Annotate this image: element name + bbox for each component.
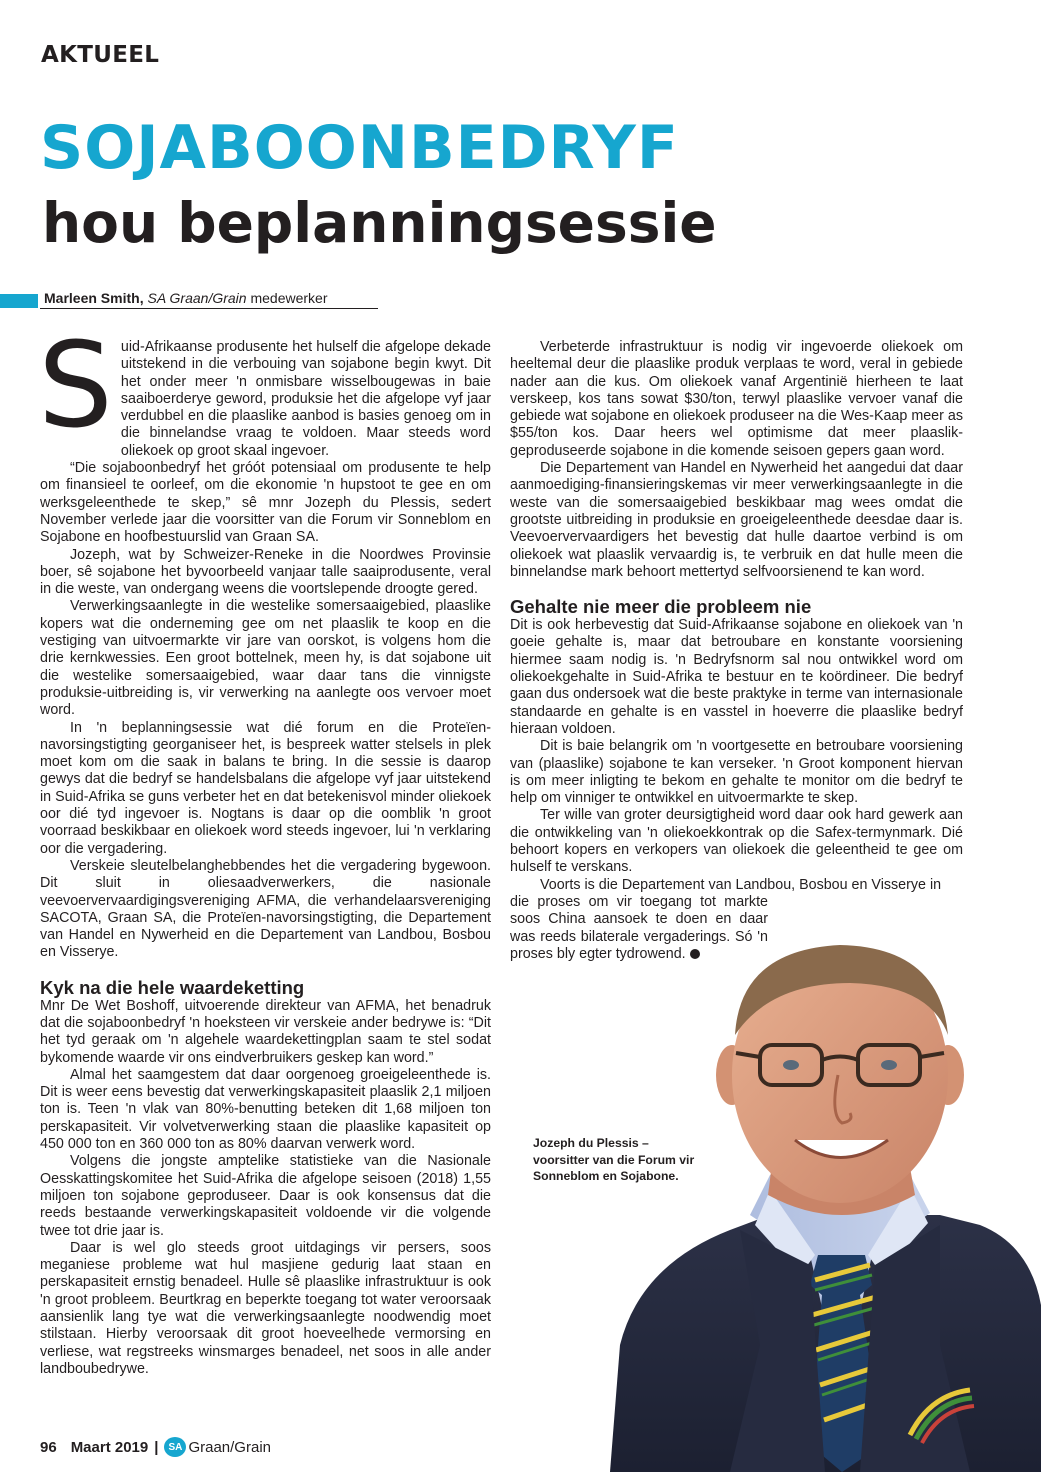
footer-separator: | [154, 1438, 159, 1456]
sa-logo-icon: SA [164, 1437, 186, 1457]
article-column-left [38, 316, 491, 1378]
photo-caption: Jozeph du Plessis – voorsitter van die Forum vir Sonneblom en Sojabone. [533, 1136, 695, 1183]
byline-rule [40, 308, 378, 309]
article-paragraph: Ter wille van groter deursigtigheid word daar ook hard gewerk aan die ontwikkeling van 'n oliekoekkontrak op die Safex-termynmark. Dié behoort kopers en verkopers van oliekoek die geleentheid te gee om hulself te verskans. [510, 807, 963, 876]
byline [44, 290, 328, 306]
article-paragraph: Almal het saamgestem dat daar oorgenoeg groeigeleenthede is. Dit is weer eens bevestig dat verwerkingskapasiteit plaaslik 2,1 miljoen ton is. Teen 'n vlak van 80%-benutting beteken dit 1,68 miljoen ton perskapasiteit. Vir volvetverwerking staan die plaaslike kapasiteit op 450 000 ton en 360 000 ton as 80% daarvan verwerk word. [40, 1066, 491, 1153]
article-paragraph: Dit is baie belangrik om 'n voortgesette en betroubare voorsiening van (plaaslike) sojabone te kan verseker. 'n Groot komponent hiervan is om meer inligting te bekom en gehalte te monitor om die bedryf te help om vinniger te ontwikkel en uitvoermarkte te skep. [510, 738, 963, 807]
article-paragraph: Verbeterde infrastruktuur is nodig vir ingevoerde oliekoek om heeltemal deur die plaaslike produk verplaas te word, veral in gebiede nader aan die kus. Om oliekoek vanaf Argentinië hierheen te laat verskeep, kos tans sowat $30/ton, terwyl plaaslike vervoer vanaf die gebiede wat sojabone en oliekoek produseer na die Wes-Kaap meer as $55/ton kos. Daar heers wel optimisme dat meer plaaslik-geproduseerde sojabone in die komende seisoen gepers gaan word. [510, 339, 963, 459]
article-paragraph: Voorts is die Departement van Landbou, Bosbou en Visserye in [540, 876, 942, 893]
article-paragraph: Verskeie sleutelbelanghebbendes het die vergadering bygewoon. Dit sluit in oliesaadverwerkers, die nasionale veevoervervaardigingsvereniging AFMA, die verhandelaarsvereniging SACOTA, Graan SA, die Proteïen-navorsingstigting, die Departement van Handel en Nywerheid en die Departement van Landbou, Bosbou en Visserye. [40, 857, 491, 961]
article-paragraph: Die Departement van Handel en Nywerheid het aangedui dat daar aanmoediging-finansieringskemas vir meer verwerkingsaanlegte in die weste van die somersaaigebied beskikbaar mag wees omdat die grootste uitbreiding in produksie en groeigeleenthede deesdae daar is. Veevoervervaardigers het bevestig dat hulle daartoe verbind is om oliekoek wat plaaslik vervaardig is, te verbruik en dat hulle meen die binnelandse mark behoort mettertyd selfvoorsienend te kan word. [510, 460, 963, 580]
drop-cap: S [38, 316, 113, 454]
page-footer [40, 1437, 271, 1457]
byline-accent-bar [0, 294, 38, 308]
headline-secondary: hou beplanningsessie [42, 191, 717, 255]
article-column-right [510, 339, 963, 963]
article-paragraph-end: die proses om vir toegang tot markte soos China aansoek te doen en daar was reeds bilaterale vergaderings. Só 'n proses bly egter tydrowend. [510, 893, 768, 962]
subheading-quality: Gehalte nie meer die probleem nie [510, 596, 812, 618]
issue-date: Maart 2019 [70, 1438, 149, 1456]
byline-publication: SA Graan/Grain [147, 290, 247, 306]
article-paragraph: “Die sojaboonbedryf het gróót potensiaal om produsente te help om finansieel te oorleef, om die ekonomie 'n hupstoot te gee en om werksgeleenthede te skep,” sê mnr Jozeph du Plessis, sedert November verlede jaar die voorsitter van die Forum vir Sonneblom en Sojabone en hoofbestuurslid van Graan SA. [40, 460, 491, 546]
byline-role: medewerker [250, 290, 328, 306]
article-paragraph: Suid-Afrikaanse produsente het hulself die afgelope dekade uitstekend in die verbouing van sojabone begin kwyt. Dit het onder meer 'n onmisbare wisselbougewas in baie saaiboerderye geword, produksie het die afgelope vyf jaar verdubbel en die plaaslike aanbod is basies genoeg om in die binnelandse vraag te voldoen. Maar steeds word oliekoek op groot skaal ingevoer. [38, 316, 491, 459]
article-paragraph: Mnr De Wet Boshoff, uitvoerende direkteur van AFMA, het benadruk dat die sojaboonbedryf 'n hoeksteen vir verskeie ander bedrywe is: “Dit het tyd geraak om 'n algehele waardekettingplan saam te stel sodat bykomende waarde vir ons eindverbruikers geskep kan word.” [40, 997, 491, 1066]
article-paragraph: Volgens die jongste amptelike statistieke van die Nasionale Oesskattingskomitee het Suid-Afrika die afgelope seisoen (2018) 1,55 miljoen ton sojabone geproduseer. Daar is ook konsensus dat die reeds bestaande verwerkingskapasiteit voldoende vir die volgende twee tot drie jaar is. [40, 1153, 491, 1239]
portrait-photo [610, 925, 1041, 1472]
headline-primary: SOJABOONBEDRYF [40, 113, 679, 183]
subheading-value-chain: Kyk na die hele waardeketting [40, 976, 305, 998]
section-label: AKTUEEL [41, 42, 160, 68]
byline-author: Marleen Smith, [44, 290, 144, 306]
article-paragraph: Jozeph, wat by Schweizer-Reneke in die Noordwes Provinsie boer, sê sojabone het byvoorbeeld vanjaar talle saaiprodusente, veral in die weste, van ondergang weens die voortslepende droogte gered. [40, 546, 491, 598]
article-paragraph: In 'n beplanningsessie wat dié forum en die Proteïen-navorsingstigting georganiseer het, is bespreek watter stelsels in plek moet kom om die saak in balans te bring. In die sessie is daarop gewys dat die bedryf se handelsbalans die afgelope vyf jaar uitstekend in Suid-Afrika se guns verbeter het en dat betekenisvol minder oliekoek oor dié tyd ingevoer is. Nogtans is daar op die oomblik 'n groot voorraad beskikbaar en oliekoek word steeds ingevoer, lui 'n verklaring oor die vergadering. [40, 719, 491, 857]
page-number: 96 [40, 1438, 57, 1456]
article-paragraph: Verwerkingsaanlegte in die westelike somersaaigebied, plaaslike kopers wat die onderneming gee om net plaaslik te koop en die vestiging van uitvoermarkte vir jare van oorskot, is volgens hom die drie kernkwessies. Een groot bottelnek, meen hy, is dat sojabone uit die westelike somersaaigebied, waar daar tans die vinnigste produksie-uitbreiding is, vir verwerking na aanlegte oos vervoer moet word. [40, 598, 491, 719]
article-paragraph: Daar is wel glo steeds groot uitdagings vir persers, soos meganiese probleme wat hul masjiene gedurig laat staan en perskapasiteit ernstig benadeel. Hulle sê plaaslike infrastruktuur is ook 'n groot probleem. Beurtkrag en beperkte toegang tot water veroorsaak aansienlik lang tye wat die verwerkingsaanlegte noodwendig moet stilstaan. Hierby veroorsaak dit groot hoeveelhede vermorsing en verliese, wat regstreeks winsmarges benadeel, net soos in alle ander landboubedrywe. [40, 1239, 491, 1377]
article-paragraph: Dit is ook herbevestig dat Suid-Afrikaanse sojabone en oliekoek van 'n goeie gehalte is, maar dat betroubare en konstante voorsiening hiermee saam nodig is. 'n Bedryfsnorm sal nou ontwikkel word om oliekoekgehalte in Suid-Afrika te bestuur en te koördineer. Die bedryf gaan dus ondersoek wat die beste praktyke in terme van internasionale standaarde en gehalte is en vasstel in hoeverre die plaaslike bedryf hieraan voldoen. [510, 617, 963, 737]
footer-brand: Graan/Grain [188, 1438, 271, 1456]
